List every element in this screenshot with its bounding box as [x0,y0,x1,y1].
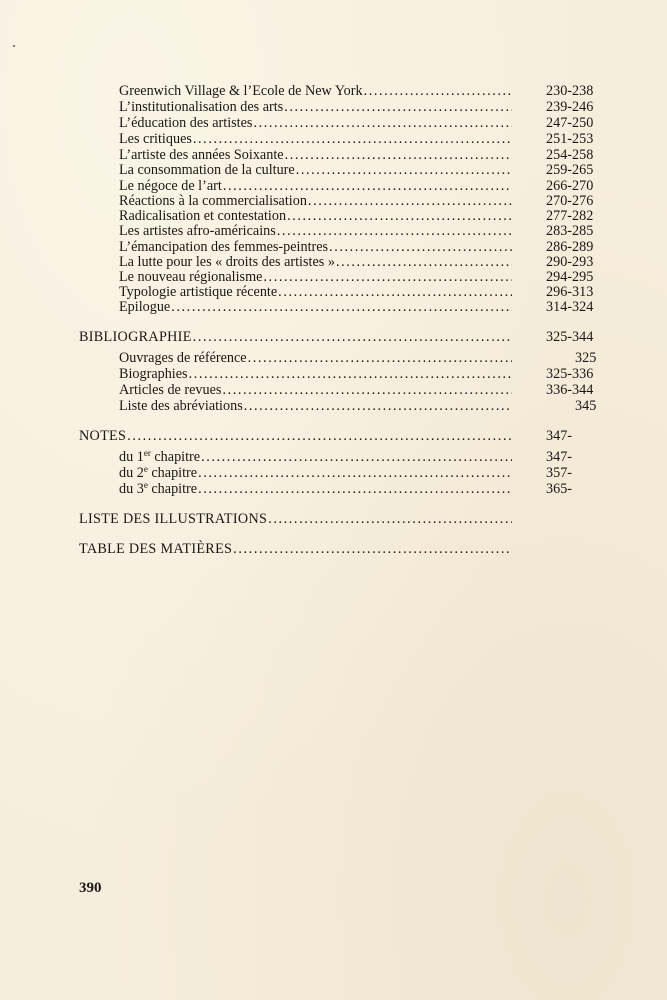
paper-speck [13,45,15,47]
toc-entry-page: 365- [546,481,573,497]
toc-entry-label [119,481,197,497]
toc-entry-page: 357- [546,465,573,481]
toc-entry-label: L’artiste des années Soixante [119,147,284,163]
toc-entry [119,366,512,382]
toc-entry [119,398,512,414]
dot-leader [222,178,512,194]
toc-entry-label: Biographies [119,366,188,382]
toc-entry [119,481,512,497]
toc-entry-page: 254-258 [546,147,594,163]
toc-section-label: NOTES [79,428,127,444]
toc-entry [119,178,512,194]
dot-leader [267,511,512,527]
ordinal-suffix: er [143,448,151,458]
dot-leader [335,254,512,270]
toc-entry-label: Les artistes afro-américains [119,223,276,239]
toc-entry-label: Les critiques [119,131,192,147]
toc-entry-label: Epilogue [119,299,171,315]
toc-section-page: 325-344 [546,329,594,345]
toc-entry [119,193,512,209]
toc-entry-label: Ouvrages de référence [119,350,247,366]
toc-entry-label: Articles de revues [119,382,222,398]
dot-leader [247,350,512,366]
ordinal-number: du 1 [119,449,144,465]
toc-entry-page: 266-270 [546,178,594,194]
toc-entry [119,99,512,115]
toc-entry-label: L’institutionalisation des arts [119,99,284,115]
toc-entry-page: 239-246 [546,99,594,115]
toc-entry [119,382,512,398]
toc-section-label: TABLE DES MATIÈRES [79,541,233,557]
toc-section-label: BIBLIOGRAPHIE [79,329,192,345]
toc-entry [119,208,512,224]
toc-entry-page: 294-295 [546,269,594,285]
toc-section-illustrations [79,511,512,527]
toc-section-notes [79,428,512,444]
dot-leader [188,366,512,382]
ordinal-number: du 2 [119,465,144,481]
page-number: 390 [79,880,102,896]
toc-entry-page: 296-313 [546,284,594,300]
toc-entry [119,350,512,366]
dot-leader [262,269,512,285]
dot-leader [197,481,512,497]
toc-entry-page: 345 [575,398,597,414]
toc-entry [119,449,512,465]
toc-entry-label: La lutte pour les « droits des artistes » [119,254,335,270]
dot-leader [252,115,512,131]
toc-entry [119,147,512,163]
toc-entry-page: 283-285 [546,223,594,239]
toc-entry-label: L’émancipation des femmes-peintres [119,239,329,255]
chapter-word: chapitre [147,465,198,481]
dot-leader [200,449,512,465]
toc-entry-label: Le négoce de l’art [119,178,222,194]
dot-leader [243,398,512,414]
ordinal-suffix: e [143,480,148,490]
toc-entry [119,284,512,300]
toc-entry [119,465,512,481]
toc-entry-page: 286-289 [546,239,594,255]
toc-entry [119,131,512,147]
dot-leader [277,284,512,300]
toc-entry-page: 247-250 [546,115,594,131]
toc-entry-label: Liste des abréviations [119,398,243,414]
dot-leader [197,465,512,481]
toc-entry-label: Réactions à la commercialisation [119,193,307,209]
toc-entry [119,162,512,178]
dot-leader [170,299,512,315]
dot-leader [328,239,512,255]
ordinal-suffix: e [143,464,148,474]
toc-entry-label: Greenwich Village & l’Ecole de New York [119,83,363,99]
toc-entry-label: Le nouveau régionalisme [119,269,263,285]
toc-entry-page: 270-276 [546,193,594,209]
dot-leader [363,83,512,99]
toc-entry-page: 230-238 [546,83,594,99]
dot-leader [192,329,512,345]
toc-entry [119,254,512,270]
chapter-word: chapitre [150,449,201,465]
toc-entry-page: 251-253 [546,131,594,147]
dot-leader [286,208,512,224]
toc-entry-label [119,465,197,481]
toc-entry-label: La consommation de la culture [119,162,295,178]
dot-leader [232,541,512,557]
toc-entry [119,223,512,239]
dot-leader [126,428,512,444]
toc-entry-page: 325 [575,350,597,366]
dot-leader [284,147,512,163]
toc-section-bibliographie [79,329,512,345]
toc-section-table [79,541,512,557]
toc-entry-page: 325-336 [546,366,594,382]
toc-section-page: 347- [546,428,573,444]
dot-leader [295,162,512,178]
toc-entry-label: Typologie artistique récente [119,284,278,300]
toc-section-label: LISTE DES ILLUSTRATIONS [79,511,268,527]
toc-entry-page: 336-344 [546,382,594,398]
toc-entry [119,269,512,285]
dot-leader [307,193,512,209]
chapter-word: chapitre [147,481,198,497]
dot-leader [192,131,512,147]
toc-entry-page: 259-265 [546,162,594,178]
toc-entry-label [119,449,200,465]
toc-entry-label: Radicalisation et contestation [119,208,287,224]
ordinal-number: du 3 [119,481,144,497]
toc-entry [119,239,512,255]
toc-entry [119,115,512,131]
dot-leader [276,223,512,239]
toc-entry-page: 290-293 [546,254,594,270]
dot-leader [283,99,512,115]
toc-entry-label: L’éducation des artistes [119,115,253,131]
toc-entry-page: 347- [546,449,573,465]
toc-entry-page: 277-282 [546,208,594,224]
toc-entry [119,299,512,315]
toc-entry-page: 314-324 [546,299,594,315]
dot-leader [221,382,512,398]
toc-entry [119,83,512,99]
